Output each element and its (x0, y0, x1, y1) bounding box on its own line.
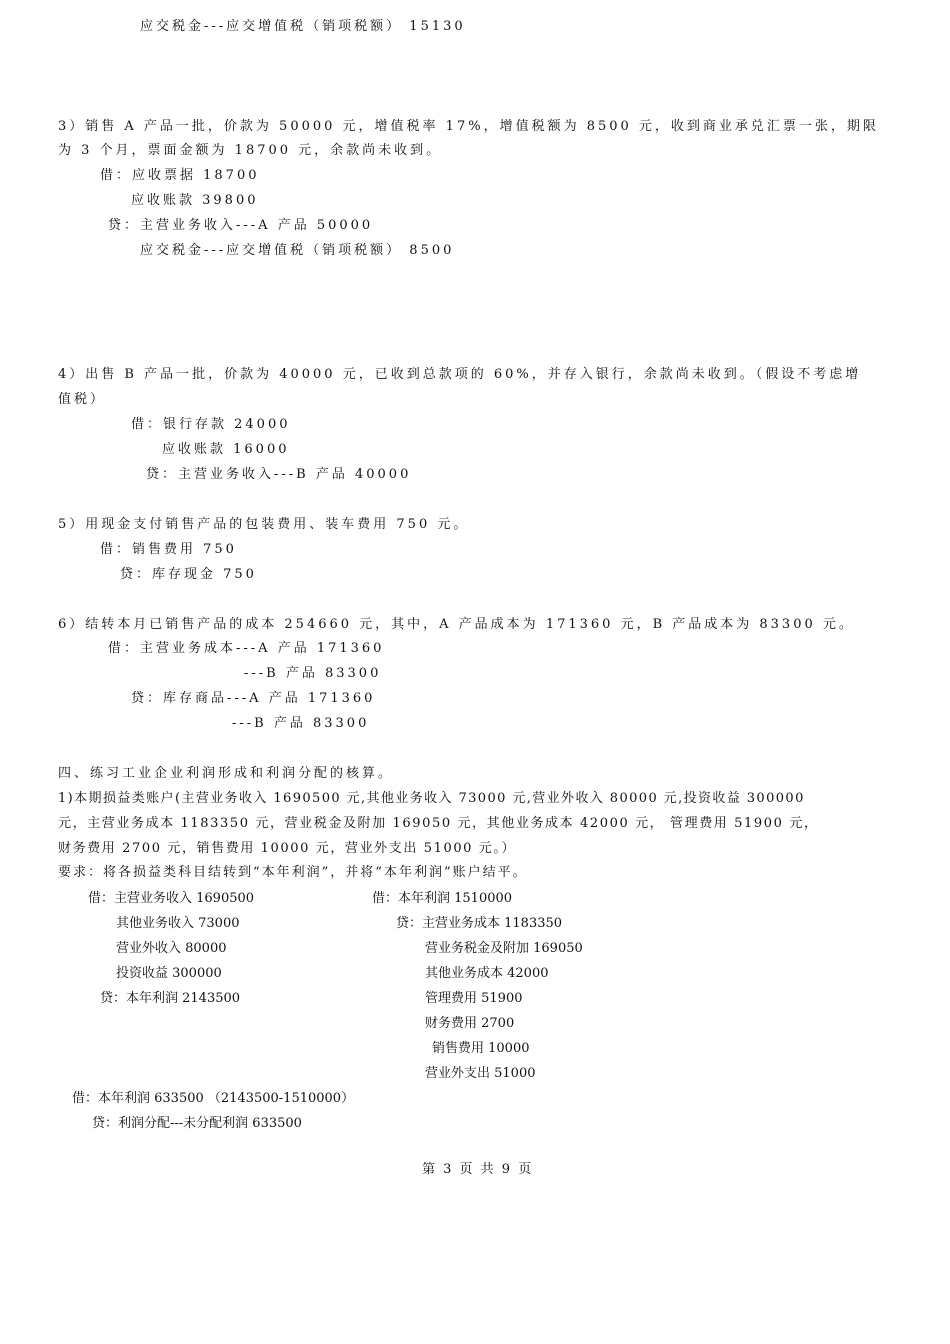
entry-line: 营业外收入 80000 (116, 941, 227, 956)
entry-line: 借：本年利润 633500 （2143500-1510000） (72, 1091, 355, 1106)
entry-line: 应交税金---应交增值税（销项税额） 8500 (140, 243, 455, 258)
problem-5-text: 5）用现金支付销售产品的包装费用、装车费用 750 元。 (58, 517, 470, 532)
entry-line: 财务费用 2700 (425, 1016, 515, 1031)
problem-6-text: 6）结转本月已销售产品的成本 254660 元，其中，A 产品成本为 171360 元，B 产品成本为 83300 元。 (58, 617, 855, 632)
entry-line: 借：主营业务成本---A 产品 171360 (108, 641, 385, 656)
entry-line: 借：本年利润 1510000 (372, 891, 513, 906)
entry-line: 应收账款 39800 (131, 193, 259, 208)
entry-line: 销售费用 10000 (432, 1041, 530, 1056)
entry-line: 管理费用 51900 (425, 991, 523, 1006)
problem-4-text: 4）出售 B 产品一批，价款为 40000 元，已收到总款项的 60%，并存入银行，余款尚未收到。（假设不考虑增 (58, 367, 862, 382)
entry-line: 贷：利润分配---未分配利润 633500 (92, 1116, 302, 1131)
entry-line: 营业务税金及附加 169050 (425, 941, 583, 956)
problem-3-text: 3）销售 A 产品一批，价款为 50000 元，增值税率 17%，增值税额为 8500 元，收到商业承兑汇票一张，期限 (58, 119, 879, 134)
entry-line: 借：销售费用 750 (100, 542, 237, 557)
entry-line: 贷：主营业务收入---A 产品 50000 (108, 218, 374, 233)
entry-line: 借：主营业务收入 1690500 (88, 891, 255, 906)
entry-line: 应交税金---应交增值税（销项税额） 15130 (140, 19, 466, 34)
entry-line: 借：银行存款 24000 (131, 417, 291, 432)
entry-line: 应收账款 16000 (162, 442, 290, 457)
entry-line: 其他业务收入 73000 (116, 916, 240, 931)
problem-3-text-cont: 为 3 个月，票面金额为 18700 元，余款尚未收到。 (58, 143, 443, 158)
section-4-text-cont: 元，主营业务成本 1183350 元，营业税金及附加 169050 元，其他业务成本 42000 元， 管理费用 51900 元， (58, 816, 819, 831)
entry-line: ---B 产品 83300 (244, 666, 382, 681)
entry-line: 贷：本年利润 2143500 (100, 991, 241, 1006)
entry-line: 贷：主营业务收入---B 产品 40000 (146, 467, 412, 482)
entry-line: 贷：主营业务成本 1183350 (396, 916, 563, 931)
entry-line: 贷：库存商品---A 产品 171360 (131, 691, 376, 706)
section-heading: 四、练习工业企业利润形成和利润分配的核算。 (58, 766, 395, 781)
problem-4-text-cont: 值税） (58, 392, 107, 407)
entry-line: 贷：库存现金 750 (120, 567, 257, 582)
entry-line: ---B 产品 83300 (232, 716, 370, 731)
entry-line: 营业外支出 51000 (425, 1066, 536, 1081)
entry-line: 借：应收票据 18700 (100, 168, 260, 183)
section-4-text-cont: 财务费用 2700 元，销售费用 10000 元，营业外支出 51000 元。） (58, 841, 517, 856)
section-4-text: 1)本期损益类账户(主营业务收入 1690500 元,其他业务收入 73000 元,营业外收入 80000 元,投资收益 300000 (58, 791, 805, 806)
page-footer: 第 3 页 共 9 页 (422, 1162, 534, 1177)
entry-line: 其他业务成本 42000 (425, 966, 549, 981)
entry-line: 投资收益 300000 (116, 966, 222, 981)
section-4-requirement: 要求：将各损益类科目结转到“本年利润”，并将“本年利润”账户结平。 (58, 865, 528, 880)
